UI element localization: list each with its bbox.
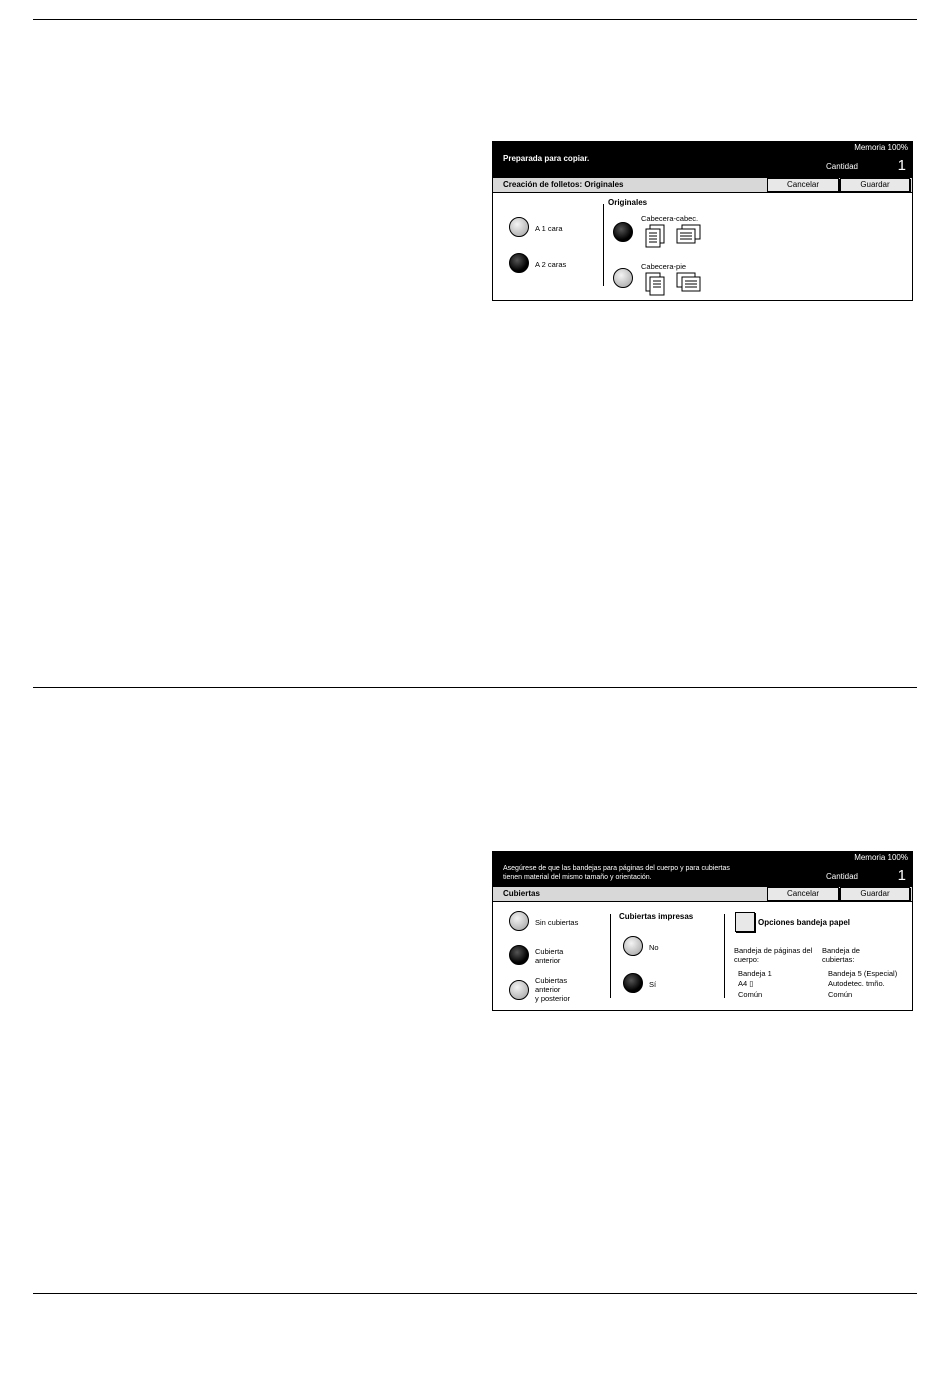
screen-title: Cubiertas (503, 889, 540, 898)
status-header (493, 852, 912, 886)
body-tray-name: Bandeja 1 (738, 969, 772, 978)
title-bar (493, 886, 912, 902)
separator-1 (610, 914, 611, 998)
front-back-cover-label-3: y posterior (535, 994, 571, 1003)
separator-2 (724, 914, 725, 998)
front-back-cover-radio[interactable] (509, 980, 529, 1000)
screen-title: Creación de folletos: Originales (503, 180, 624, 189)
separator (603, 204, 604, 286)
head-to-head-radio[interactable] (613, 222, 633, 242)
memory-indicator: Memoria 100% (854, 853, 908, 862)
one-sided-label: A 1 cara (535, 224, 563, 233)
body-tray-size: A4 ▯ (738, 979, 754, 988)
two-sided-label: A 2 caras (535, 260, 567, 269)
quantity-label: Cantidad (825, 872, 858, 881)
save-button[interactable]: Guardar (840, 178, 910, 192)
head-to-foot-label: Cabecera-pie (641, 262, 687, 271)
body-tray-heading-1: Bandeja de páginas del (734, 946, 813, 955)
printed-yes-radio[interactable] (623, 973, 643, 993)
bottom-rule (33, 1293, 917, 1294)
quantity-value: 1 (897, 867, 906, 884)
one-sided-radio[interactable] (509, 217, 529, 237)
head-to-head-icon (645, 224, 703, 250)
warning-line-1: Asegúrese de que las bandejas para páginas del cuerpo y para cubiertas (503, 865, 730, 872)
title-bar (493, 177, 912, 193)
cover-tray-heading-2: cubiertas: (822, 955, 855, 964)
memory-indicator: Memoria 100% (854, 143, 908, 152)
cover-tray-heading-1: Bandeja de (822, 946, 860, 955)
printed-covers-heading: Cubiertas impresas (619, 912, 694, 921)
originals-heading: Originales (608, 198, 648, 207)
quantity-value: 1 (897, 157, 906, 174)
cover-tray-name: Bandeja 5 (Especial) (828, 969, 898, 978)
top-rule (33, 19, 917, 20)
front-cover-label-1: Cubierta (535, 947, 564, 956)
middle-rule (33, 687, 917, 688)
covers-screen (492, 851, 913, 1011)
quantity-label: Cantidad (825, 162, 858, 171)
cancel-button[interactable]: Cancelar (767, 178, 839, 192)
front-cover-label-2: anterior (535, 956, 561, 965)
printed-no-radio[interactable] (623, 936, 643, 956)
save-button[interactable]: Guardar (840, 887, 910, 901)
body-tray-type: Común (738, 990, 763, 999)
booklet-originals-screen (492, 141, 913, 301)
no-covers-label: Sin cubiertas (535, 918, 579, 927)
head-to-head-label: Cabecera-cabec. (641, 214, 699, 223)
status-message: Preparada para copiar. (503, 154, 590, 163)
tray-options-button[interactable] (735, 912, 755, 932)
warning-line-2: tienen material del mismo tamaño y orientación. (503, 874, 652, 881)
tray-options-label: Opciones bandeja papel (758, 918, 851, 927)
head-to-foot-radio[interactable] (613, 268, 633, 288)
head-to-foot-icon (645, 272, 703, 298)
body-tray-heading-2: cuerpo: (734, 955, 760, 964)
cover-tray-type: Común (828, 990, 853, 999)
status-header (493, 142, 912, 177)
front-cover-radio[interactable] (509, 945, 529, 965)
printed-yes-label: Sí (649, 980, 657, 989)
cancel-button[interactable]: Cancelar (767, 887, 839, 901)
cover-tray-size: Autodetec. tmño. (828, 979, 885, 988)
two-sided-radio[interactable] (509, 253, 529, 273)
front-back-cover-label-1: Cubiertas (535, 976, 568, 985)
front-back-cover-label-2: anterior (535, 985, 561, 994)
no-covers-radio[interactable] (509, 911, 529, 931)
printed-no-label: No (649, 943, 659, 952)
